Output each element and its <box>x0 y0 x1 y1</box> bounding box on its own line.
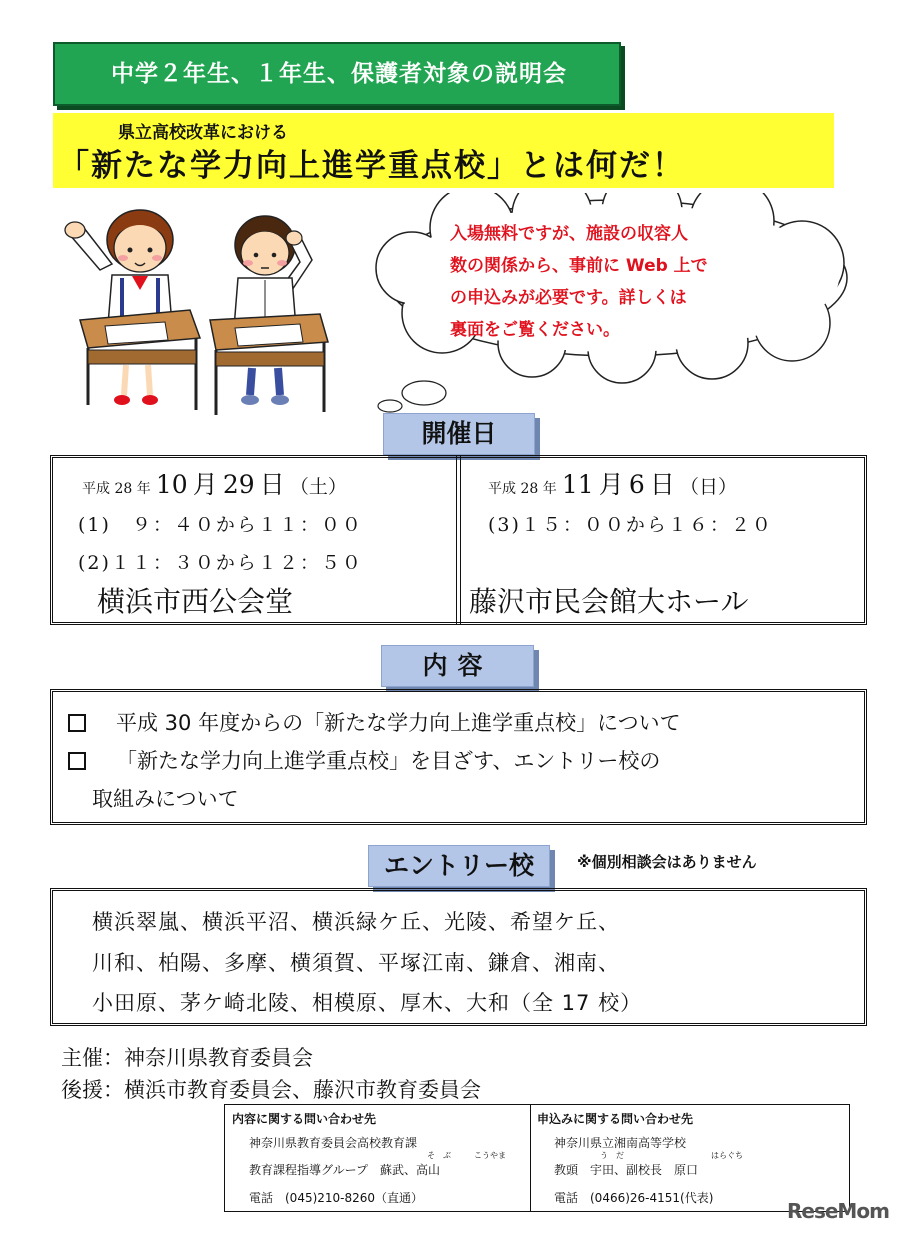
section-label-content: 内容 <box>381 645 534 687</box>
section-label-dates: 開催日 <box>383 413 535 455</box>
contact-left-persons: 教育課程指導グループ 蘇武、高山 <box>249 1163 441 1177</box>
venue-right: 藤沢市民会館大ホール <box>469 585 749 618</box>
school-list-line: 横浜翠嵐、横浜平沼、横浜緑ケ丘、光陵、希望ケ丘、 <box>92 910 620 934</box>
date-left: 平成 28 年 10 月 29 日 （土） <box>82 470 347 499</box>
venue-left: 横浜市西公会堂 <box>97 585 294 618</box>
contact-right-heading: 申込みに関する問い合わせ先 <box>537 1112 694 1126</box>
date-right: 平成 28 年 11 月 6 日 （日） <box>488 470 737 499</box>
notice-line: 数の関係から、事前に Web 上で <box>450 256 708 276</box>
students-illustration <box>60 200 345 422</box>
dates-divider <box>456 455 461 625</box>
content-item: 平成 30 年度からの「新たな学力向上進学重点校」について <box>68 707 681 737</box>
entry-note: ※個別相談会はありません <box>577 853 757 871</box>
content-item: 「新たな学力向上進学重点校」を目ざす、エントリー校の <box>68 745 660 775</box>
ruby-text: う だ <box>600 1151 624 1160</box>
notice-line: の申込みが必要です。詳しくは <box>450 288 687 308</box>
content-item-continuation: 取組みについて <box>92 787 239 811</box>
target-audience-banner <box>53 42 621 106</box>
supporter: 後援：横浜市教育委員会、藤沢市教育委員会 <box>61 1078 481 1102</box>
checkbox-icon <box>68 714 86 732</box>
section-label-entry-schools: エントリー校 <box>368 845 550 887</box>
contact-left-phone: 電話 (045)210-8260（直通） <box>249 1191 424 1205</box>
contact-right-persons: 教頭 宇田、副校長 原口 <box>554 1163 699 1177</box>
organizer: 主催：神奈川県教育委員会 <box>61 1046 313 1070</box>
contact-right-office: 神奈川県立湘南高等学校 <box>554 1136 687 1150</box>
session-3: (3)１５：００から１６：２０ <box>488 514 773 536</box>
title-kicker: 県立高校改革における <box>118 123 288 143</box>
resemom-logo: ReseMom <box>787 1199 889 1223</box>
target-audience-text: 中学２年生、１年生、保護者対象の説明会 <box>111 61 567 87</box>
ruby-text: こうやま <box>474 1151 506 1160</box>
notice-line: 入場無料ですが、施設の収容人 <box>450 224 688 244</box>
notice-line: 裏面をご覧ください。 <box>450 320 620 340</box>
ruby-text: はらぐち <box>711 1151 743 1160</box>
school-list-line: 川和、柏陽、多摩、横須賀、平塚江南、鎌倉、湘南、 <box>92 951 620 975</box>
checkbox-icon <box>68 752 86 770</box>
page-title: 「新たな学力向上進学重点校」とは何だ！ <box>58 148 685 184</box>
contact-right-phone: 電話 (0466)26-4151(代表) <box>554 1191 714 1205</box>
contact-divider <box>530 1104 531 1212</box>
school-list-line: 小田原、茅ケ崎北陵、相模原、厚木、大和（全 17 校） <box>92 991 643 1015</box>
contact-left-heading: 内容に関する問い合わせ先 <box>232 1112 377 1126</box>
contact-left-office: 神奈川県教育委員会高校教育課 <box>249 1136 418 1150</box>
session-1: (1) ９：４０から１１：００ <box>78 514 363 536</box>
boy-student-icon <box>210 216 328 415</box>
girl-student-icon <box>65 210 200 410</box>
session-2: (2)１１：３０から１２：５０ <box>78 552 363 574</box>
ruby-text: そ ぶ <box>427 1151 451 1160</box>
notice-text <box>450 218 780 346</box>
